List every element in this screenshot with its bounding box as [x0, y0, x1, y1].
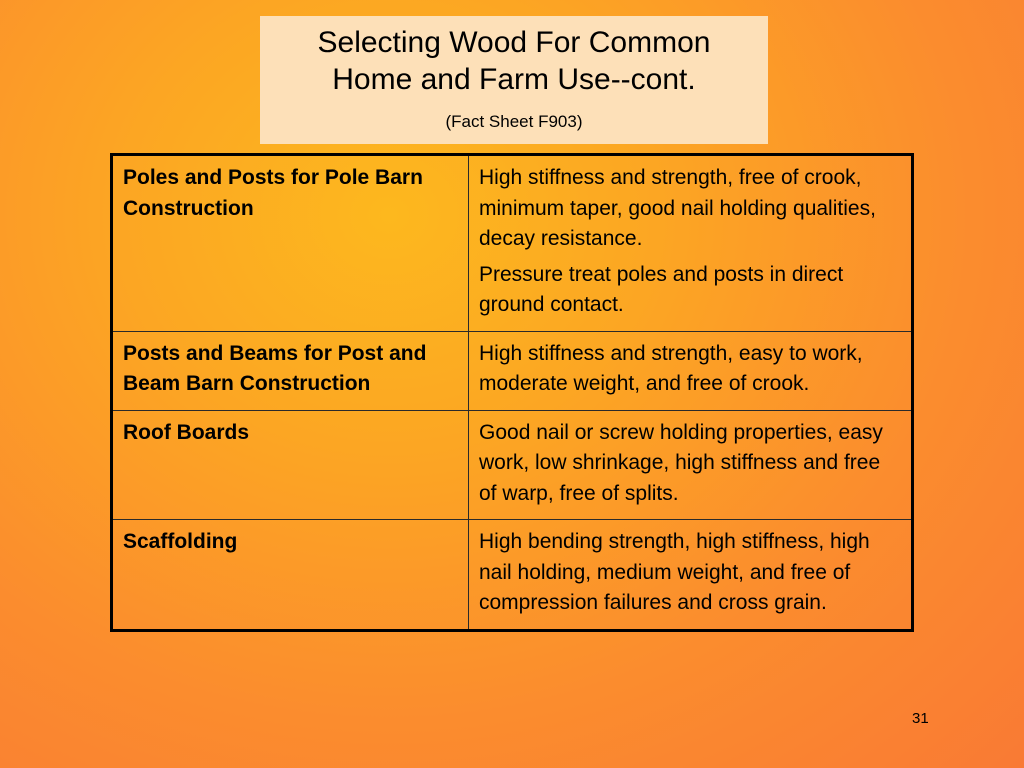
description-paragraph: High stiffness and strength, easy to work, moderate weight, and free of crook. [479, 341, 863, 395]
wood-use-table [110, 153, 914, 632]
table-row [112, 155, 913, 332]
row-description [469, 410, 913, 520]
description-paragraph: High bending strength, high stiffness, high nail holding, medium weight, and free of compression failures and cross grain. [479, 530, 870, 614]
page-number: 31 [912, 710, 929, 727]
description-paragraph: Good nail or screw holding properties, easy work, low shrinkage, high stiffness and free of warp, free of splits. [479, 420, 883, 505]
slide-subtitle: (Fact Sheet F903) [445, 112, 583, 131]
row-description [469, 331, 913, 410]
row-description [469, 155, 913, 332]
title-box [260, 16, 768, 144]
row-label: Poles and Posts for Pole Barn Construction [112, 155, 469, 332]
slide-title-line-2: Home and Farm Use--cont. [332, 63, 696, 96]
table-row [112, 331, 913, 410]
table-row [112, 520, 913, 631]
row-label: Posts and Beams for Post and Beam Barn Construction [112, 331, 469, 410]
description-paragraph: Pressure treat poles and posts in direct ground contact. [479, 262, 844, 316]
slide-title-line-1: Selecting Wood For Common [317, 26, 711, 59]
row-description [469, 520, 913, 631]
description-paragraph: High stiffness and strength, free of crook, minimum taper, good nail holding qualities, decay resistance. [479, 166, 876, 250]
row-label: Roof Boards [112, 410, 469, 520]
table-row [112, 410, 913, 520]
row-label: Scaffolding [112, 520, 469, 631]
